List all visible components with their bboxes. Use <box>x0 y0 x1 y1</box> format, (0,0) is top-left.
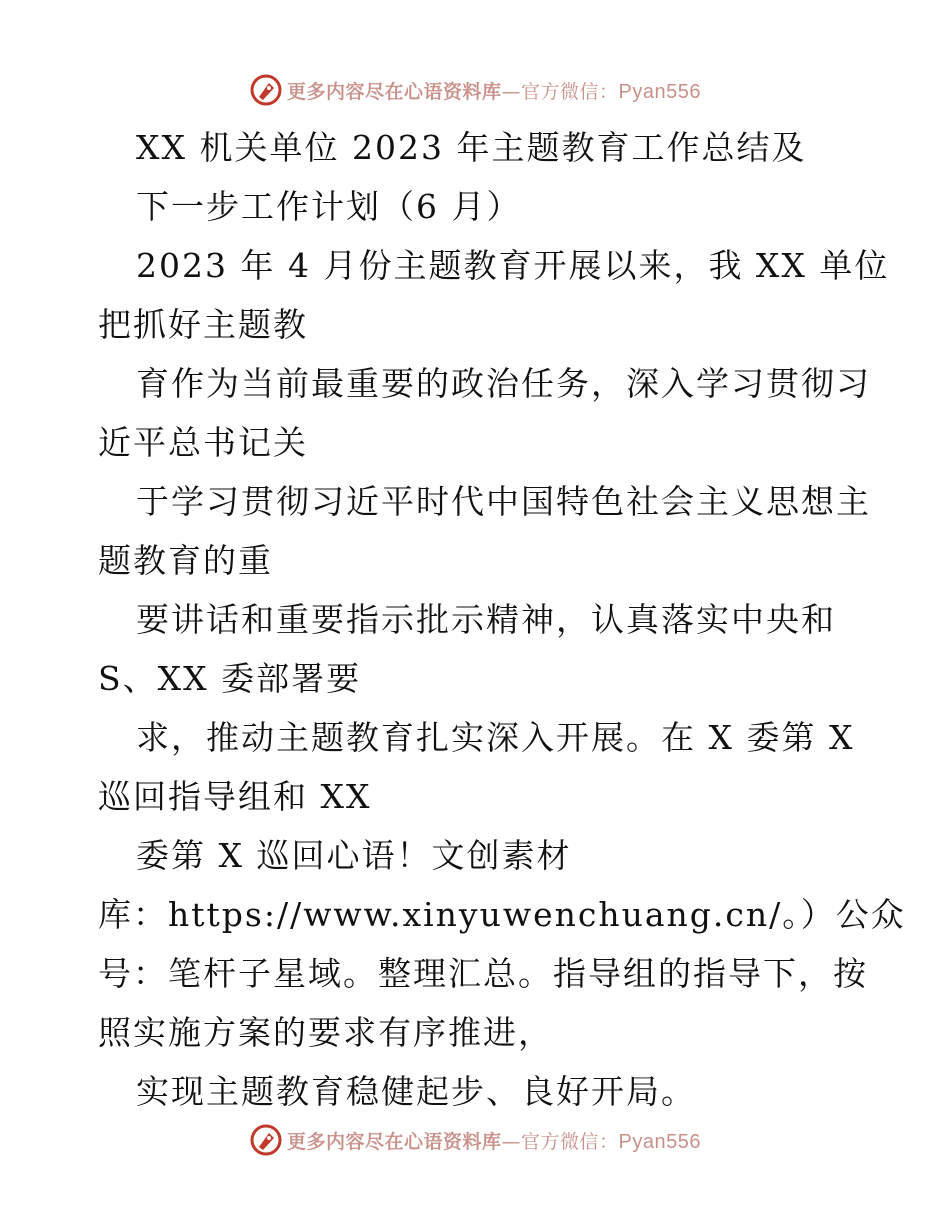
watermark-footer <box>0 1120 950 1160</box>
watermark-id: Pyan556 <box>618 1130 701 1153</box>
paragraph-line: 求，推动主题教育扎实深入开展。在 X 委第 X <box>136 718 855 757</box>
pen-nib-logo-icon <box>249 73 283 107</box>
document-title-line-1: XX 机关单位 2023 年主题教育工作总结及 <box>136 128 807 167</box>
watermark-suffix: 官方微信： <box>521 1130 619 1153</box>
watermark-id: Pyan556 <box>618 80 701 103</box>
paragraph-line: 题教育的重 <box>98 541 273 580</box>
paragraph-line: 于学习贯彻习近平时代中国特色社会主义思想主 <box>136 482 871 521</box>
paragraph-line: 育作为当前最重要的政治任务，深入学习贯彻习 <box>136 364 871 403</box>
paragraph-line: 巡回指导组和 XX <box>98 777 372 816</box>
document-body <box>98 118 906 1121</box>
paragraph-line: 要讲话和重要指示批示精神，认真落实中央和 <box>136 600 836 639</box>
paragraph-line: 实现主题教育稳健起步、良好开局。 <box>136 1072 696 1111</box>
paragraph-line: 库：https://www.xinyuwenchuang.cn/。）公众 <box>98 895 906 934</box>
paragraph-line: 委第 X 巡回心语！文创素材 <box>136 836 572 875</box>
watermark-text <box>287 1127 701 1154</box>
watermark-suffix: 官方微信： <box>521 80 619 103</box>
watermark-brand: 更多内容尽在心语资料库 <box>287 80 502 103</box>
document-title-line-2: 下一步工作计划（6 月） <box>136 187 522 226</box>
paragraph-line: 号：笔杆子星域。整理汇总。指导组的指导下，按 <box>98 954 868 993</box>
watermark-brand: 更多内容尽在心语资料库 <box>287 1130 502 1153</box>
paragraph-line: 照实施方案的要求有序推进， <box>98 1013 553 1052</box>
paragraph-line: S、XX 委部署要 <box>98 659 362 698</box>
paragraph-line: 把抓好主题教 <box>98 305 308 344</box>
watermark-separator: — <box>501 80 522 103</box>
paragraph-line: 近平总书记关 <box>98 423 308 462</box>
paragraph-line: 2023 年 4 月份主题教育开展以来，我 XX 单位 <box>136 246 890 285</box>
pen-nib-logo-icon <box>249 1123 283 1157</box>
watermark-header <box>0 70 950 110</box>
watermark-text <box>287 77 701 104</box>
watermark-separator: — <box>501 1130 522 1153</box>
